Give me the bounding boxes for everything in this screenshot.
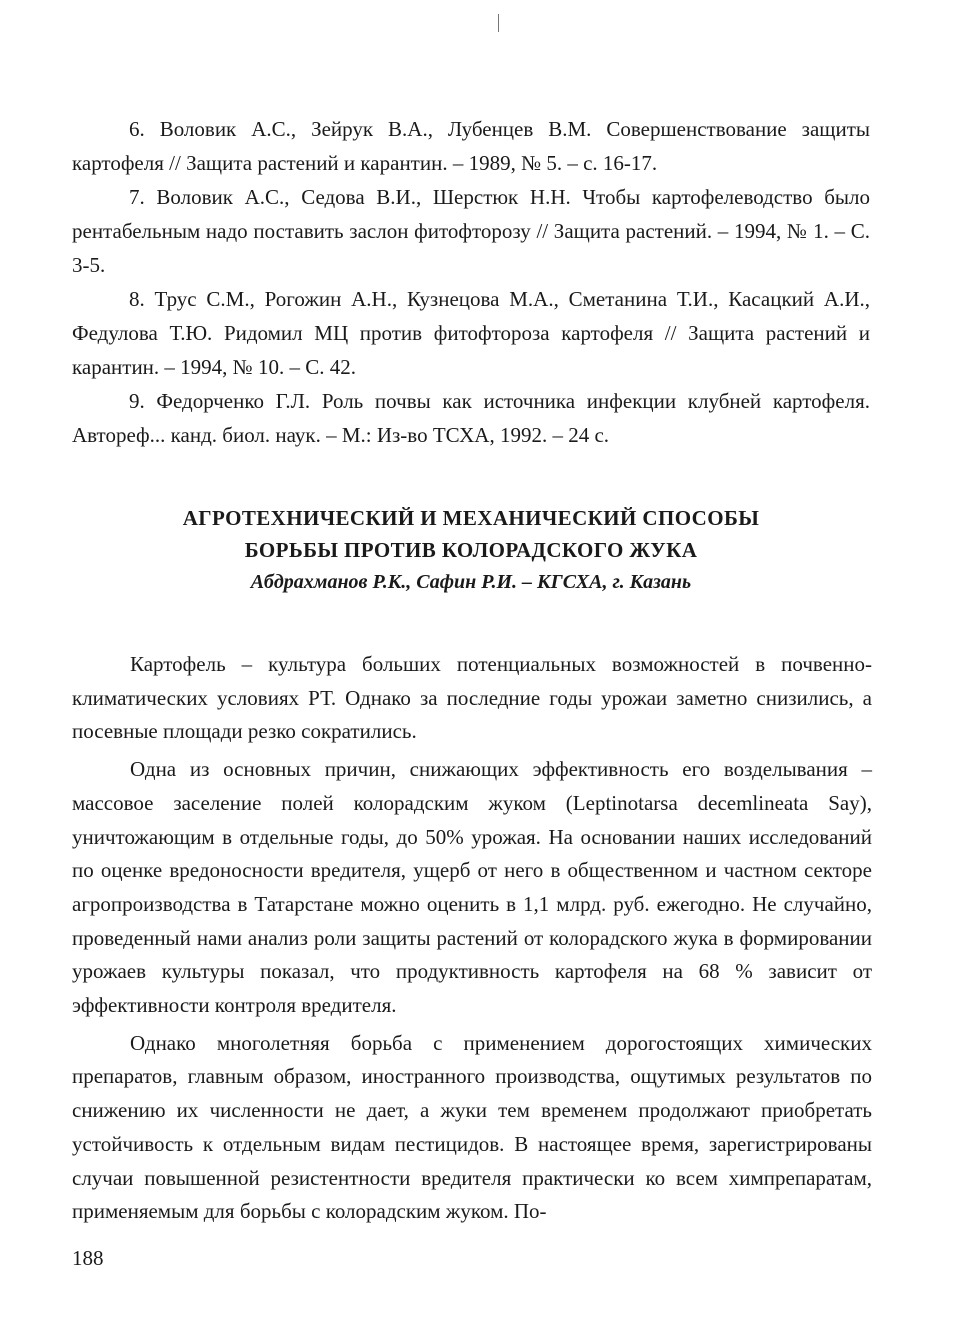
article-header (72, 502, 870, 598)
scan-mark (498, 14, 499, 32)
reference-item-9: 9. Федорченко Г.Л. Роль почвы как источника инфекции клубней картофеля. Автореф... канд. биол. наук. – М.: Из-во ТСХА, 1992. – 24 с. (72, 389, 870, 447)
body-paragraph-3: Однако многолетняя борьба с применением дорогостоящих химических препаратов, главным образом, иностранного производства, ощутимых результатов по снижению их численности не дает, а жуки тем временем продолжают приобретать устойчивость к отдельным видам пестицидов. В настоящее время, зарегистрированы случаи повышенной резистентности вредителя практически ко всем химпрепаратам, применяемым для борьбы с колорадским жуком. По- (72, 1030, 872, 1224)
article-title-line-1: АГРОТЕХНИЧЕСКИЙ И МЕХАНИЧЕСКИЙ СПОСОБЫ (182, 506, 760, 530)
article-body (72, 648, 872, 1229)
article-authors: Абдрахманов Р.К., Сафин Р.И. – КГСХА, г. Казань (250, 571, 692, 593)
reference-item-8: 8. Трус С.М., Рогожин А.Н., Кузнецова М.А., Сметанина Т.И., Касацкий А.И., Федулова Т.Ю. Ридомил МЦ против фитофтороза картофеля // Защита растений и карантин. – 1994, № 10. – С. 42. (72, 287, 870, 379)
body-paragraph-2: Одна из основных причин, снижающих эффективность его возделывания – массовое заселение полей колорадским жуком (Leptinotarsa decemlineata Say), уничтожающим в отдельные годы, до 50% урожая. На основании наших исследований по оценке вредоносности вредителя, ущерб от него в общественном и частном секторе агропроизводства в Татарстане можно оценить в 1,1 млрд. руб. ежегодно. Не случайно, проведенный нами анализ роли защиты растений от колорадского жука в формировании урожаев культуры показал, что продуктивность картофеля на 68 % зависит от эффективности контроля вредителя. (72, 757, 872, 1018)
reference-item-7: 7. Воловик А.С., Седова В.И., Шерстюк Н.Н. Чтобы картофелеводство было рентабельным надо поставить заслон фитофторозу // Защита растений. – 1994, № 1. – С. 3-5. (72, 185, 870, 277)
reference-list (72, 112, 870, 452)
body-paragraph-1: Картофель – культура больших потенциальных возможностей в почвенно-климатических условиях РТ. Однако за последние годы урожаи заметно снизились, а посевные площади резко сократились. (72, 652, 872, 744)
page-number: 188 (72, 1246, 104, 1270)
reference-item-6: 6. Воловик А.С., Зейрук В.А., Лубенцев В.М. Совершенствование защиты картофеля // Защита растений и карантин. – 1989, № 5. – с. 16-17. (72, 117, 870, 175)
article-title-line-2: БОРЬБЫ ПРОТИВ КОЛОРАДСКОГО ЖУКА (244, 538, 698, 562)
